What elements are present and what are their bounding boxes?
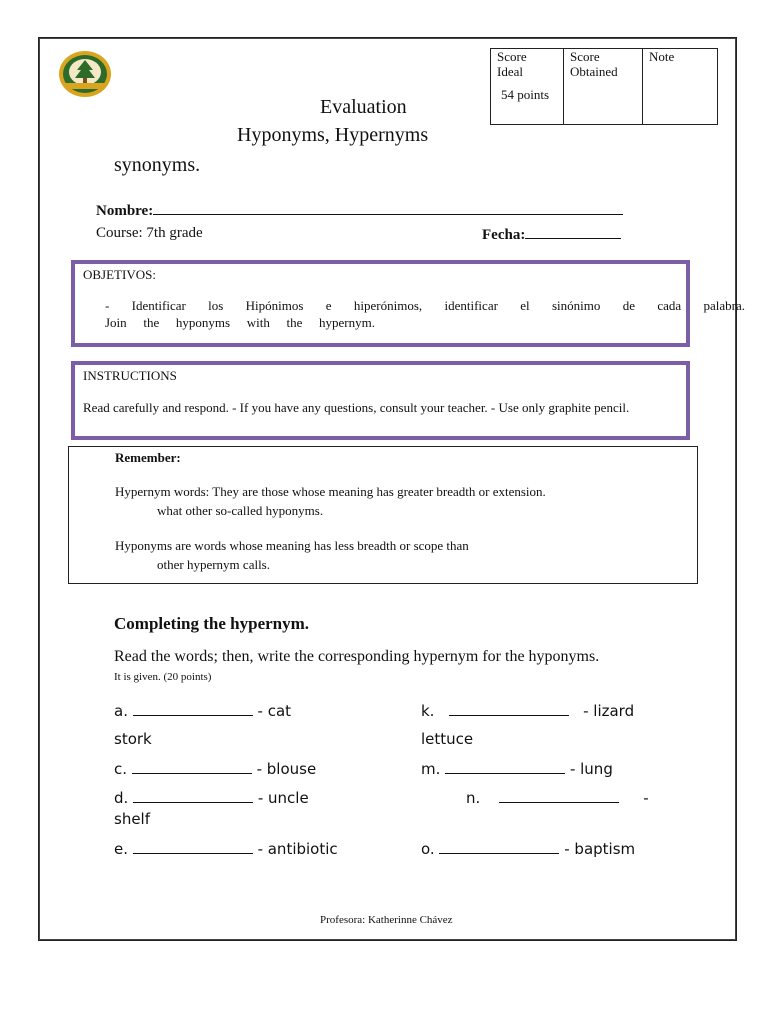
objectives-title: OBJETIVOS:: [83, 267, 156, 282]
item-word: - lung: [569, 760, 613, 778]
exercise-item-d: [114, 788, 309, 807]
answer-blank[interactable]: [132, 759, 252, 774]
name-line[interactable]: [153, 201, 623, 215]
name-field[interactable]: [96, 201, 623, 220]
answer-blank[interactable]: [445, 759, 565, 774]
objectives-line-1: - Identificar los Hipónimos e hiperónimos, identificar el sinónimo de cada palabra.: [105, 298, 745, 313]
score-obtained-label-2: Obtained: [570, 64, 618, 79]
footer-teacher: Profesora: Katherinne Chávez: [320, 914, 453, 926]
item-word: - blouse: [256, 760, 317, 778]
date-line[interactable]: [525, 225, 621, 239]
exercise-item-c: [114, 759, 316, 778]
score-ideal-cell: [491, 49, 564, 125]
item-letter: o.: [421, 840, 435, 858]
answer-blank[interactable]: [133, 701, 253, 716]
instructions-box: [71, 361, 690, 440]
score-ideal-value: 54 points: [501, 87, 550, 102]
exercise-item-b-word: stork: [114, 730, 152, 748]
item-letter: n.: [466, 789, 481, 807]
item-word: - antibiotic: [257, 840, 338, 858]
answer-blank[interactable]: [439, 839, 559, 854]
exercise-points-note: It is given. (20 points): [114, 671, 212, 683]
item-word: -: [643, 789, 649, 807]
score-obtained-label-1: Score: [570, 49, 600, 64]
title-evaluation: Evaluation: [320, 96, 407, 118]
remember-title: Remember:: [115, 450, 181, 465]
note-label: Note: [649, 49, 675, 64]
answer-blank[interactable]: [449, 701, 569, 716]
objectives-box: [71, 260, 745, 347]
item-letter: m.: [421, 760, 441, 778]
item-letter: e.: [114, 840, 128, 858]
date-label: Fecha:: [482, 227, 526, 243]
item-letter: a.: [114, 702, 128, 720]
exercise-item-n-word: shelf: [114, 810, 150, 828]
exercise-item-m: [421, 759, 613, 778]
title-subject-continued: synonyms.: [114, 154, 201, 176]
remember-box: [68, 446, 698, 584]
score-table: [490, 48, 718, 125]
instructions-title: INSTRUCTIONS: [83, 368, 177, 383]
title-subject: Hyponyms, Hypernyms: [237, 124, 429, 146]
item-letter: d.: [114, 789, 129, 807]
remember-hyponym-line-2: other hypernym calls.: [157, 557, 270, 572]
answer-blank[interactable]: [133, 788, 253, 803]
exercise-item-l-word: lettuce: [421, 730, 474, 748]
item-word: - lizard: [583, 702, 635, 720]
instructions-text: Read carefully and respond. - If you have any questions, consult your teacher. - Use only graphite pencil.: [83, 400, 630, 415]
answer-blank[interactable]: [133, 839, 253, 854]
date-field[interactable]: [482, 225, 621, 244]
score-ideal-label-1: Score: [497, 49, 527, 64]
item-word: - cat: [257, 702, 292, 720]
item-word: - baptism: [564, 840, 636, 858]
name-label: Nombre:: [96, 203, 154, 219]
note-cell[interactable]: [643, 49, 718, 125]
exercise-item-e: [114, 839, 338, 858]
exercise-instruction: Read the words; then, write the corresponding hypernym for the hyponyms.: [114, 648, 600, 665]
item-letter: c.: [114, 760, 128, 778]
remember-hypernym-line-1: Hypernym words: They are those whose meaning has greater breadth or extension.: [115, 484, 546, 499]
course-text: Course: 7th grade: [96, 225, 203, 241]
remember-hyponym-line-1: Hyponyms are words whose meaning has less breadth or scope than: [115, 538, 469, 553]
exercise-item-k: [421, 701, 634, 720]
remember-hypernym-line-2: what other so-called hyponyms.: [157, 503, 324, 518]
exercise-item-a: [114, 701, 291, 720]
exercise-item-n: [466, 788, 649, 807]
answer-blank[interactable]: [499, 788, 619, 803]
exercise-item-o: [421, 839, 635, 858]
objectives-line-2: Join the hyponyms with the hypernym.: [105, 315, 375, 330]
item-word: - uncle: [257, 789, 309, 807]
school-seal-logo: [58, 50, 112, 98]
score-ideal-label-2: Ideal: [497, 64, 523, 79]
score-obtained-cell[interactable]: [564, 49, 643, 125]
exercise-title: Completing the hypernym.: [114, 614, 310, 633]
item-letter: k.: [421, 702, 435, 720]
